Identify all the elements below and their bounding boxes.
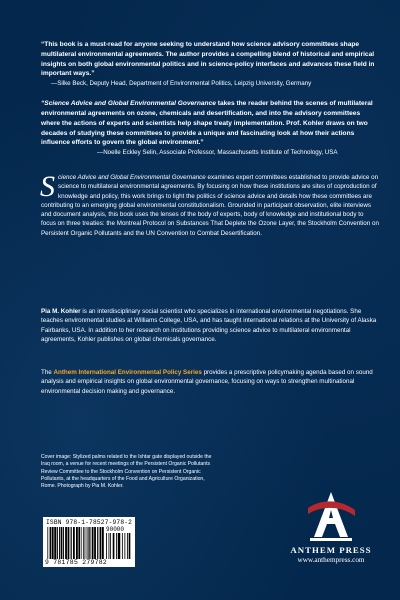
endorsement-attribution-2: —Noelle Eckley Selin, Associate Professor, Massachusetts Institute of Technology, USA	[97, 149, 338, 157]
barcode-bar	[102, 527, 104, 559]
barcode-bar	[110, 533, 111, 559]
endorsement-attribution-1: —Silke Beck, Deputy Head, Department of Environmental Politics, Leipzig University, Germany	[51, 80, 312, 88]
barcode-bar	[100, 527, 102, 559]
barcode-bar	[92, 527, 94, 559]
series-description	[41, 368, 379, 396]
barcode-bar	[116, 533, 117, 559]
barcode-bar	[86, 527, 87, 559]
barcode-bar	[63, 527, 64, 559]
barcode-bar	[94, 527, 96, 559]
barcode-bar	[54, 527, 56, 559]
book-description	[40, 170, 379, 238]
barcode-bar	[109, 533, 110, 559]
barcode-bar	[97, 527, 98, 559]
barcode-bar	[71, 527, 72, 559]
author-name: Pia M. Kohler	[41, 308, 81, 315]
endorsement-quote-2	[41, 99, 377, 148]
barcode-bar	[47, 527, 48, 559]
author-bio	[41, 307, 379, 344]
barcode-bar	[68, 527, 70, 559]
series-name: Anthem International Environmental Policy Series	[53, 369, 202, 376]
series-prefix: The	[41, 369, 54, 376]
barcode-bar	[129, 533, 131, 559]
barcode-bar	[83, 527, 84, 559]
barcode-bar	[50, 527, 51, 559]
barcode-bar	[127, 533, 128, 559]
endorsement-quote-2-title: “Science Advice and Global Environmental Governance	[41, 100, 216, 108]
barcode-bar	[87, 527, 88, 559]
endorsement-quote-1	[41, 40, 377, 79]
barcode-bar	[89, 527, 90, 559]
publisher-url[interactable]: www.anthempress.com	[297, 556, 365, 564]
publisher-block	[276, 490, 386, 564]
barcode-bar	[81, 527, 82, 559]
series-text: provides a prescriptive policymaking agenda based on sound analysis and empirical insights on global environmental governance, focusing on ways to strengthen multinational environmental decision making and governance.	[41, 369, 373, 395]
author-bio-text: is an interdisciplinary social scientist who specializes in international environmental negotiations. She teaches environmental studies at Williams College, USA, and has taught international relations at the University of Alaska Fairbanks, USA. In addition to her research on institutions providing science advice to multilateral environmental agreements, Kohler publishes on global chemicals governance.	[41, 308, 377, 343]
barcode-addon-number: 90000	[106, 526, 125, 533]
barcode-bar	[59, 527, 60, 559]
endorsement-quote-1-text: “This book is a must-read for anyone seeking to understand how science advisory committees shape multilateral environmental agreements. The author provides a compelling blend of historical and empirical insights on both global environmental politics and in science-policy interfaces and advances these field in important ways.”	[41, 41, 375, 78]
barcode-bar	[65, 527, 67, 559]
ean-number: 9 781785 279782	[45, 559, 108, 566]
barcode-bar	[122, 533, 123, 559]
barcode-bar	[61, 527, 62, 559]
anthem-press-logo-icon	[303, 490, 359, 544]
isbn-number: ISBN 978-1-78527-978-2	[46, 519, 133, 526]
barcode-bar	[76, 527, 78, 559]
barcode-bar	[106, 533, 107, 559]
drop-cap: S	[40, 170, 55, 203]
barcode-bar	[113, 533, 115, 559]
barcode-bar	[118, 533, 121, 559]
description-title: cience Advice and Global Environmental Governance	[58, 174, 206, 181]
barcode-addon-bars	[106, 533, 132, 559]
cover-image-credit: Cover image: Stylized palms related to the Ishtar gate displayed outside the Iraq room, a venue for recent meetings of the Persistent Organic Pollutants Review Committee to the Stockholm Convention on Persistent Organic Pollutants, at the headquarters of the Food and Agriculture Organization, Rome. Photograph by Pia M. Kohler.	[41, 454, 212, 490]
barcode-bar	[88, 527, 89, 559]
barcode-bar	[124, 533, 125, 559]
barcode-bar	[49, 527, 50, 559]
endorsements	[41, 40, 377, 157]
barcode-bar	[78, 527, 80, 559]
barcode-bars	[47, 527, 105, 559]
publisher-name: ANTHEM PRESS	[290, 545, 372, 555]
barcode-bar	[57, 527, 58, 559]
endorsement-quote-2-text: takes the reader behind the scenes of multilateral environmental agreements on ozone, chemicals and desertification, and into the advisory committees where the actions of experts and scientists help shape treaty implementation. Prof. Kohler draws on two decades of studying these committees to provide a unique and fascinating look at how their actions influence efforts to govern the global environment.”	[41, 100, 373, 147]
barcode-bar	[52, 527, 54, 559]
isbn-barcode	[43, 517, 135, 567]
description-text: examines expert committees established to provide advice on science to multilateral environmental agreements. By focusing on how these institutions are sites of coproduction of knowledge and policy, this work brings to light the politics of science advice and details how these committees are contributing to an emerging global environmental constitutionalism. Grounded in participant observation, elite interviews and document analysis, this book uses the lenses of the body of experts, body of knowledge and institutional body to focus on three treaties: the Montreal Protocol on Substances That Deplete the Ozone Layer, the Stockholm Convention on Persistent Organic Pollutants and the UN Convention to Combat Desertification.	[41, 174, 379, 237]
barcode-bar	[73, 527, 75, 559]
